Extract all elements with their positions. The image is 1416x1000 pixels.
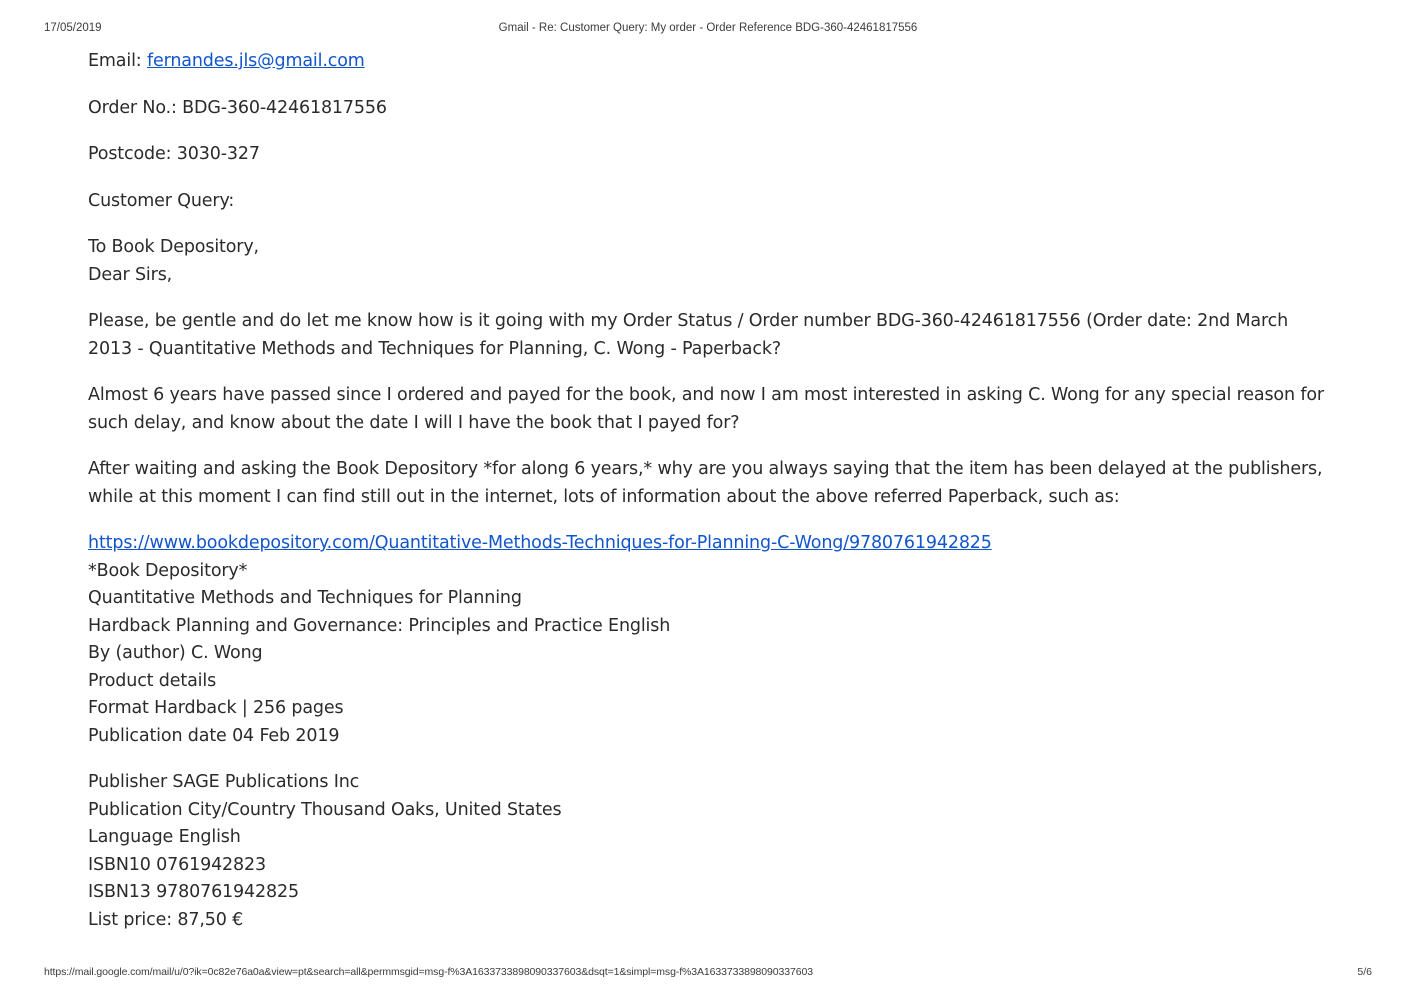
detail-line: ISBN10 0761942823	[88, 854, 266, 875]
detail-block-separator	[88, 750, 1333, 769]
footer-source-url: https://mail.google.com/mail/u/0?ik=0c82e76a0a&view=pt&search=all&permmsgid=msg-f%3A1633733898090337603&dsqt=1&simpl=msg-f%3A1633733898090337603	[44, 966, 813, 978]
print-header	[0, 22, 1416, 40]
email-address-link[interactable]: fernandes.jls@gmail.com	[146, 51, 365, 71]
detail-line: Hardback Planning and Governance: Principles and Practice English	[88, 615, 671, 636]
email-line	[88, 48, 1333, 76]
paragraph-publishers: After waiting and asking the Book Depository *for along 6 years,* why are you always saying that the item has been delayed at the publishers, while at this moment I can find still out in the internet, lots of information about the above referred Paperback, such as:	[88, 459, 1323, 507]
salutation-line-1: To Book Depository,	[88, 237, 259, 257]
paragraph-delay: Almost 6 years have passed since I ordered and payed for the book, and now I am most interested in asking C. Wong for any special reason for such delay, and know about the date I will I have the book that I payed for?	[88, 385, 1324, 433]
footer-page-number: 5/6	[1357, 966, 1372, 978]
detail-line: Publication date 04 Feb 2019	[88, 725, 340, 746]
detail-line: *Book Depository*	[88, 560, 248, 581]
email-body	[88, 48, 1333, 934]
book-link-line	[88, 530, 1333, 558]
detail-line: List price: 87,50 €	[88, 909, 244, 930]
detail-line: Quantitative Methods and Techniques for Planning	[88, 588, 522, 608]
order-number-line: Order No.: BDG-360-42461817556	[88, 97, 387, 118]
email-label: Email:	[88, 51, 147, 71]
book-depository-link[interactable]: https://www.bookdepository.com/Quantitative-Methods-Techniques-for-Planning-C-Wong/9780761942825	[88, 533, 992, 553]
detail-line: Publisher SAGE Publications Inc	[88, 772, 360, 792]
print-footer	[0, 966, 1416, 982]
detail-line: Publication City/Country Thousand Oaks, United States	[88, 799, 562, 820]
detail-line: By (author) C. Wong	[88, 643, 263, 663]
postcode-line: Postcode: 3030-327	[88, 144, 260, 164]
customer-query-label: Customer Query:	[88, 190, 235, 211]
detail-line: Format Hardback | 256 pages	[88, 698, 344, 718]
detail-line: Product details	[88, 670, 217, 691]
paragraph-order-status: Please, be gentle and do let me know how is it going with my Order Status / Order number BDG-360-42461817556 (Order date: 2nd March 2013 - Quantitative Methods and Techniques for Planning, C. Wong - Paperback?	[88, 311, 1289, 359]
salutation-line-2: Dear Sirs,	[88, 264, 173, 285]
header-title: Gmail - Re: Customer Query: My order - Order Reference BDG-360-42461817556	[498, 22, 918, 34]
detail-line: Language English	[88, 827, 241, 847]
header-date: 17/05/2019	[44, 22, 102, 34]
detail-line: ISBN13 9780761942825	[88, 882, 299, 902]
